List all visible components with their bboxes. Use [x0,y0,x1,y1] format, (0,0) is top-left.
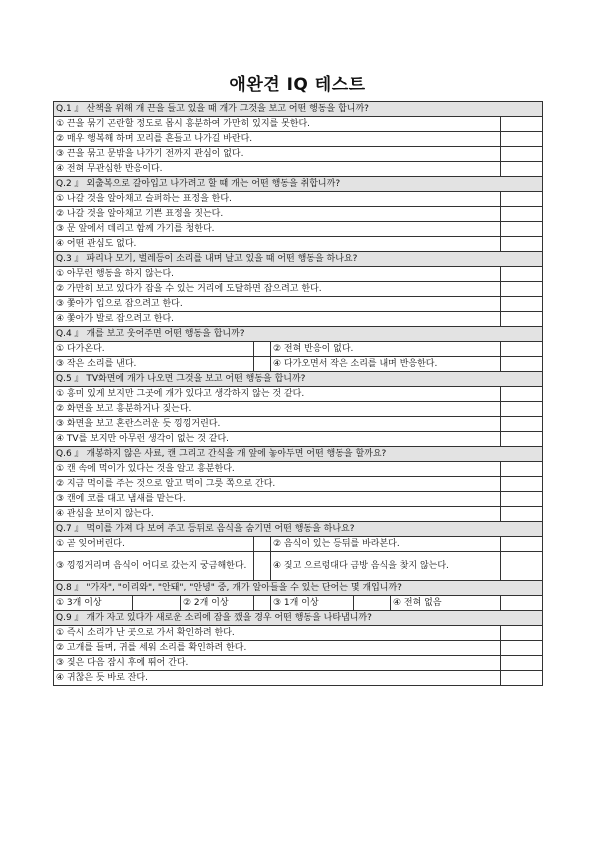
question-text: Q.5 』 TV화면에 개가 나오면 그것을 보고 어떤 행동을 합니까? [54,372,543,387]
answer-cell[interactable] [501,282,543,297]
option-row [54,507,543,522]
option-text: ① 즉시 소리가 난 곳으로 가서 확인하려 한다. [54,626,501,641]
option-text: ③ 쫓아가 입으로 잡으려고 한다. [54,297,501,312]
option-text: ④ 전혀 없음 [391,596,501,611]
option-row [54,237,543,252]
question-text: Q.6 』 개봉하지 않은 사료, 캔 그리고 간식을 개 앞에 놓아두면 어떤 행동을 할까요? [54,447,543,462]
answer-cell[interactable] [501,117,543,132]
option-row [54,282,543,297]
question-row [54,327,543,342]
option-row [54,432,543,447]
option-text: ④ TV를 보지만 아무런 생각이 없는 것 같다. [54,432,501,447]
answer-cell[interactable] [501,222,543,237]
option-row [54,462,543,477]
option-row [54,402,543,417]
answer-cell[interactable] [254,596,271,611]
option-row [54,132,543,147]
answer-cell[interactable] [501,207,543,222]
option-row [54,596,543,611]
option-row [54,492,543,507]
quiz-table [53,101,543,686]
answer-cell[interactable] [501,312,543,327]
option-text: ③ 끈을 묶고 문밖을 나가기 전까지 관심이 없다. [54,147,501,162]
answer-cell[interactable] [501,192,543,207]
option-row [54,626,543,641]
question-text: Q.3 』 파리나 모기, 벌레등이 소리를 내며 날고 있을 때 어떤 행동을 하나요? [54,252,543,267]
option-text: ① 3개 이상 [54,596,133,611]
option-text: ② 음식이 있는 등뒤를 바라본다. [271,537,501,552]
option-text: ③ 화면을 보고 혼란스러운 듯 낑낑거린다. [54,417,501,432]
option-text: ④ 짖고 으르렁대다 금방 음식을 찾지 않는다. [271,552,501,581]
option-row [54,147,543,162]
question-row [54,611,543,626]
option-text: ④ 어떤 관심도 없다. [54,237,501,252]
option-text: ① 곧 잊어버린다. [54,537,254,552]
answer-cell[interactable] [501,147,543,162]
option-row [54,641,543,656]
option-text: ③ 작은 소리를 낸다. [54,357,254,372]
answer-cell[interactable] [501,552,543,581]
option-row [54,387,543,402]
option-text: ① 나갈 것을 알아채고 슬퍼하는 표정을 한다. [54,192,501,207]
answer-cell[interactable] [501,671,543,686]
answer-cell[interactable] [354,596,391,611]
option-text: ④ 관심을 보이지 않는다. [54,507,501,522]
option-text: ① 끈을 묶기 곤란할 정도로 몹시 흥분하여 가만히 있지를 못한다. [54,117,501,132]
answer-cell[interactable] [254,537,271,552]
answer-cell[interactable] [501,432,543,447]
option-text: ③ 짖은 다음 잠시 후에 뛰어 간다. [54,656,501,671]
answer-cell[interactable] [501,357,543,372]
question-text: Q.7 』 먹이를 가져 다 보여 주고 등뒤로 음식을 숨기면 어떤 행동을 하나요? [54,522,543,537]
option-row [54,417,543,432]
option-text: ④ 다가오면서 작은 소리를 내며 반응한다. [271,357,501,372]
answer-cell[interactable] [501,387,543,402]
option-text: ② 가만히 보고 있다가 잡을 수 있는 거리에 도달하면 잡으려고 한다. [54,282,501,297]
answer-cell[interactable] [501,342,543,357]
option-text: ① 흥미 있게 보지만 그곳에 개가 있다고 생각하지 않는 것 같다. [54,387,501,402]
answer-cell[interactable] [501,297,543,312]
answer-cell[interactable] [254,552,271,581]
question-row [54,177,543,192]
option-row [54,656,543,671]
option-row [54,297,543,312]
option-row [54,192,543,207]
option-row [54,222,543,237]
option-text: ① 캔 속에 먹이가 있다는 것을 알고 흥분한다. [54,462,501,477]
option-text: ④ 귀찮은 듯 바로 잔다. [54,671,501,686]
question-row [54,252,543,267]
answer-cell[interactable] [501,596,543,611]
answer-cell[interactable] [501,267,543,282]
answer-cell[interactable] [501,626,543,641]
option-row [54,267,543,282]
option-row [54,312,543,327]
answer-cell[interactable] [501,237,543,252]
option-text: ② 화면을 보고 흥분하거나 짖는다. [54,402,501,417]
question-text: Q.4 』 개를 보고 웃어주면 어떤 행동을 합니까? [54,327,543,342]
option-row [54,162,543,177]
option-text: ① 아무런 행동을 하지 않는다. [54,267,501,282]
option-row [54,357,543,372]
question-row [54,372,543,387]
answer-cell[interactable] [501,132,543,147]
option-text: ② 매우 행복해 하며 꼬리를 흔들고 나가길 바란다. [54,132,501,147]
answer-cell[interactable] [501,641,543,656]
option-text: ④ 전혀 무관심한 반응이다. [54,162,501,177]
option-text: ② 전혀 반응이 없다. [271,342,501,357]
option-row [54,117,543,132]
question-text: Q.1 』 산책을 위해 개 끈을 들고 있을 때 개가 그것을 보고 어떤 행동을 합니까? [54,102,543,117]
question-row [54,447,543,462]
answer-cell[interactable] [254,357,271,372]
question-text: Q.2 』 외출복으로 갈아입고 나가려고 할 때 개는 어떤 행동을 취합니까? [54,177,543,192]
question-row [54,581,543,596]
answer-cell[interactable] [501,462,543,477]
option-row [54,537,543,552]
option-text: ② 2개 이상 [181,596,254,611]
answer-cell[interactable] [501,162,543,177]
option-row [54,477,543,492]
option-row [54,342,543,357]
option-text: ③ 문 앞에서 데리고 함께 가기를 청한다. [54,222,501,237]
option-text: ③ 캔에 코를 대고 냄새를 맡는다. [54,492,501,507]
option-text: ② 고개를 들며, 귀를 세워 소리를 확인하려 한다. [54,641,501,656]
option-text: ② 나갈 것을 알아채고 기쁜 표정을 짓는다. [54,207,501,222]
option-row [54,671,543,686]
option-text: ④ 쫓아가 발로 잡으려고 한다. [54,312,501,327]
option-row [54,207,543,222]
answer-cell[interactable] [501,507,543,522]
answer-cell[interactable] [501,417,543,432]
answer-cell[interactable] [501,537,543,552]
answer-cell[interactable] [501,492,543,507]
answer-cell[interactable] [254,342,271,357]
answer-cell[interactable] [501,656,543,671]
option-text: ① 다가온다. [54,342,254,357]
answer-cell[interactable] [501,477,543,492]
page-title: 애완견 IQ 테스트 [229,75,366,95]
option-row [54,552,543,581]
option-text: ③ 1개 이상 [271,596,354,611]
question-row [54,522,543,537]
question-text: Q.8 』 "가자", "이리와", "안돼", "안녕" 중, 개가 알아들을 수 있는 단어는 몇 개입니까? [54,581,543,596]
answer-cell[interactable] [133,596,181,611]
question-text: Q.9 』 개가 자고 있다가 새로운 소리에 잠을 깼을 경우 어떤 행동을 나타냅니까? [54,611,543,626]
option-text: ② 지금 먹이를 주는 것으로 알고 먹이 그릇 쪽으로 간다. [54,477,501,492]
option-text: ③ 낑낑거리며 음식이 어디로 갔는지 궁금해한다. [54,552,254,581]
question-row [54,102,543,117]
answer-cell[interactable] [501,402,543,417]
